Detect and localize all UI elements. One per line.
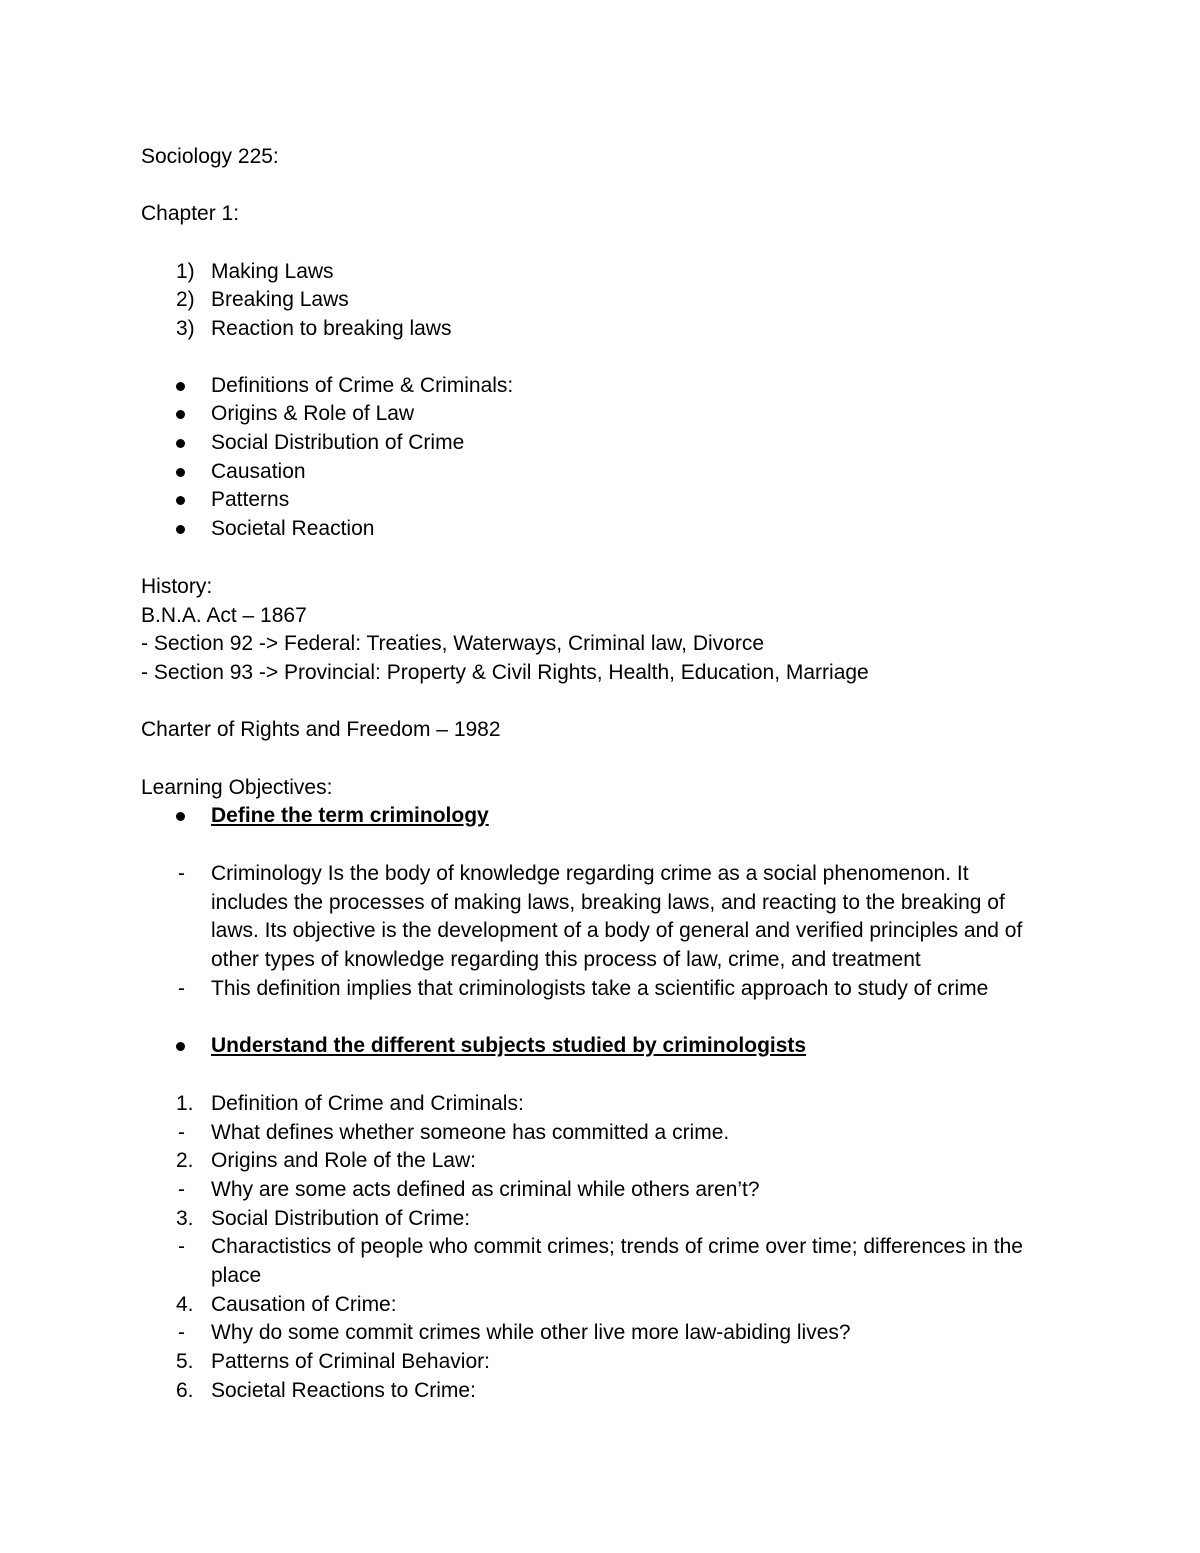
definition-line: laws. Its objective is the development of a body of general and verified principles and of: [211, 919, 1023, 942]
subject-item: Definition of Crime and Criminals:: [211, 1092, 524, 1115]
subject-marker: -: [178, 1321, 185, 1344]
subject-item: Societal Reactions to Crime:: [211, 1379, 476, 1402]
topic-item: Causation: [211, 460, 306, 483]
topic-item: Patterns: [211, 488, 290, 511]
subject-item: Patterns of Criminal Behavior:: [211, 1350, 490, 1373]
subject-marker: 4.: [176, 1293, 194, 1316]
dash-marker: -: [178, 977, 185, 1000]
history-heading: History:: [141, 575, 213, 598]
subject-item: Causation of Crime:: [211, 1293, 397, 1316]
subject-marker: 6.: [176, 1379, 194, 1402]
objective-subjects: Understand the different subjects studied by criminologists: [211, 1034, 807, 1057]
subject-marker: 1.: [176, 1092, 194, 1115]
chapter-heading: Chapter 1:: [141, 202, 240, 225]
bullet-icon: [176, 410, 185, 419]
charter-line: Charter of Rights and Freedom – 1982: [141, 718, 501, 741]
subject-marker: -: [178, 1235, 185, 1258]
intro-marker: 2): [176, 288, 195, 311]
subject-item: place: [211, 1264, 262, 1287]
definition-line: other types of knowledge regarding this process of law, crime, and treatment: [211, 948, 921, 971]
subject-marker: -: [178, 1178, 185, 1201]
topic-item: Societal Reaction: [211, 517, 375, 540]
topic-item: Definitions of Crime & Criminals:: [211, 374, 514, 397]
bullet-icon: [176, 382, 185, 391]
bullet-icon: [176, 1042, 185, 1051]
section-93-line: - Section 93 -> Provincial: Property & Civil Rights, Health, Education, Marriage: [141, 661, 869, 684]
intro-marker: 3): [176, 317, 195, 340]
subject-item: Social Distribution of Crime:: [211, 1207, 471, 1230]
course-title: Sociology 225:: [141, 145, 279, 168]
implication-line: This definition implies that criminologists take a scientific approach to study of crime: [211, 977, 989, 1000]
subject-item: Why are some acts defined as criminal while others aren’t?: [211, 1178, 760, 1201]
topic-item: Origins & Role of Law: [211, 402, 415, 425]
topic-item: Social Distribution of Crime: [211, 431, 465, 454]
dash-marker: -: [178, 862, 185, 885]
subject-marker: 2.: [176, 1149, 194, 1172]
intro-item: Reaction to breaking laws: [211, 317, 452, 340]
subject-item: Why do some commit crimes while other live more law-abiding lives?: [211, 1321, 851, 1344]
subject-item: Origins and Role of the Law:: [211, 1149, 476, 1172]
intro-item: Breaking Laws: [211, 288, 349, 311]
bullet-icon: [176, 812, 185, 821]
definition-line: includes the processes of making laws, breaking laws, and reacting to the breaking of: [211, 891, 1005, 914]
objectives-heading: Learning Objectives:: [141, 776, 333, 799]
bullet-icon: [176, 439, 185, 448]
intro-item: Making Laws: [211, 260, 334, 283]
section-92-line: - Section 92 -> Federal: Treaties, Waterways, Criminal law, Divorce: [141, 632, 765, 655]
bna-act-line: B.N.A. Act – 1867: [141, 604, 307, 627]
subject-item: What defines whether someone has committed a crime.: [211, 1121, 730, 1144]
subject-marker: -: [178, 1121, 185, 1144]
objective-define-criminology: Define the term criminology: [211, 804, 489, 827]
subject-item: Charactistics of people who commit crimes; trends of crime over time; differences in the: [211, 1235, 1023, 1258]
bullet-icon: [176, 496, 185, 505]
bullet-icon: [176, 468, 185, 477]
definition-line: Criminology Is the body of knowledge regarding crime as a social phenomenon. It: [211, 862, 969, 885]
subject-marker: 5.: [176, 1350, 194, 1373]
subject-marker: 3.: [176, 1207, 194, 1230]
intro-marker: 1): [176, 260, 195, 283]
bullet-icon: [176, 525, 185, 534]
